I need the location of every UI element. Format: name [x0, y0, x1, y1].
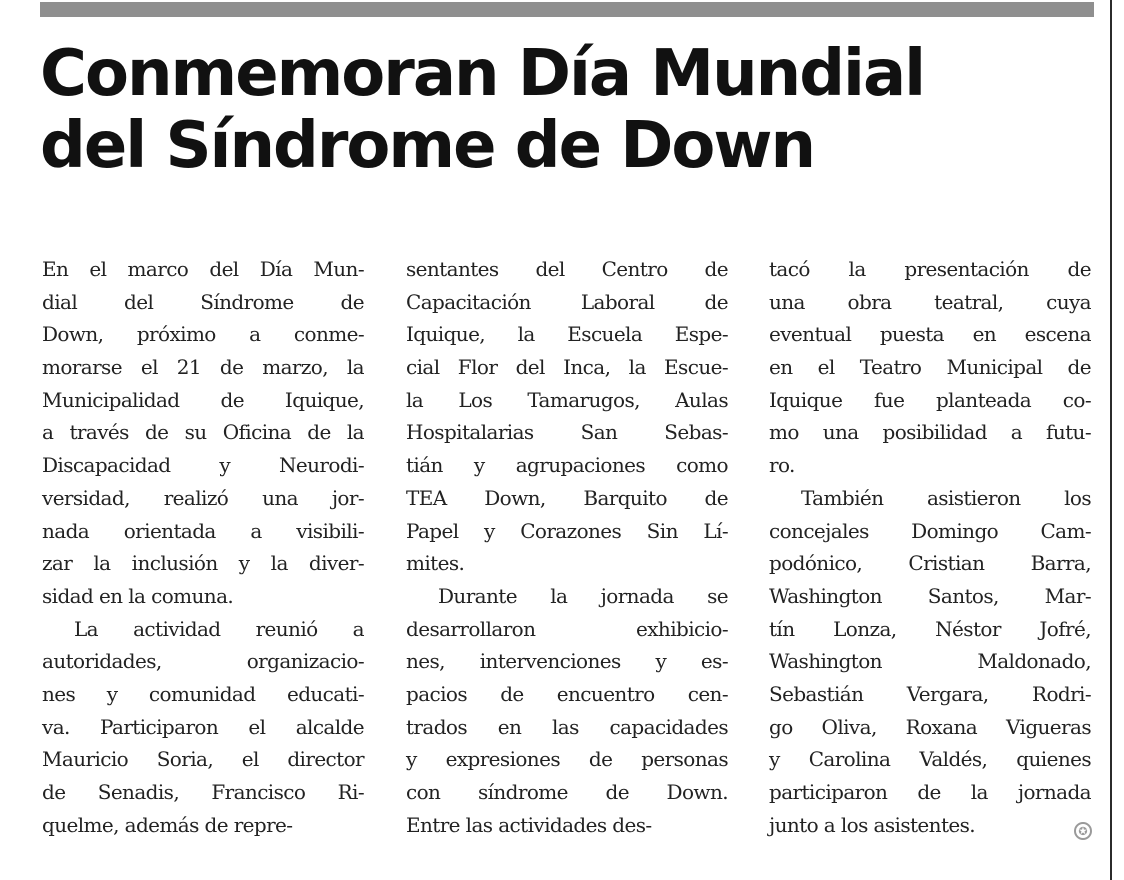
text-line: a través de su Oficina de la	[42, 420, 364, 445]
text-line: tián y agrupaciones como	[406, 453, 728, 478]
text-line: podónico, Cristian Barra,	[769, 551, 1091, 576]
text-line: Mauricio Soria, el director	[42, 747, 364, 772]
text-line: va. Participaron el alcalde	[42, 714, 364, 739]
text-line: tín Lonza, Néstor Jofré,	[769, 616, 1091, 641]
text-line: Washington Maldonado,	[769, 649, 1091, 674]
article-column-2	[406, 253, 728, 841]
text-line: nada orientada a visibili-	[42, 518, 364, 543]
text-line: go Oliva, Roxana Vigueras	[769, 714, 1091, 739]
text-line: en el Teatro Municipal de	[769, 355, 1091, 380]
text-line: sentantes del Centro de	[406, 257, 728, 281]
text-line: quelme, además de repre-	[42, 812, 293, 837]
paragraph	[42, 613, 364, 842]
text-line: Hospitalarias San Sebas-	[406, 420, 728, 445]
text-line: de Senadis, Francisco Ri-	[42, 780, 364, 804]
text-line: tacó la presentación de	[769, 257, 1091, 281]
text-line: Sebastián Vergara, Rodri-	[769, 681, 1091, 706]
text-line: Iquique, la Escuela Espe-	[406, 322, 728, 347]
text-line: También asistieron los	[801, 485, 1091, 510]
text-line: con síndrome de Down.	[406, 780, 728, 804]
text-line: nes, intervenciones y es-	[406, 649, 728, 674]
paragraph	[406, 580, 728, 842]
text-line: Iquique fue planteada co-	[769, 387, 1091, 412]
text-line: Washington Santos, Mar-	[769, 583, 1091, 608]
text-line: dial del Síndrome de	[42, 289, 364, 314]
text-line: desarrollaron exhibicio-	[406, 616, 728, 641]
text-line: una obra teatral, cuya	[769, 289, 1091, 314]
text-line: Municipalidad de Iquique,	[42, 387, 364, 412]
text-line: autoridades, organizacio-	[42, 649, 364, 674]
text-line: y Carolina Valdés, quienes	[769, 747, 1091, 772]
text-line: Discapacidad y Neurodi-	[42, 453, 364, 478]
text-line: junto a los asistentes.	[769, 812, 976, 837]
text-line: Papel y Corazones Sin Lí-	[406, 518, 728, 543]
text-line: sidad en la comuna.	[42, 583, 234, 608]
paragraph	[769, 253, 1091, 482]
text-line: Capacitación Laboral de	[406, 289, 728, 314]
paragraph	[42, 253, 364, 613]
text-line: Entre las actividades des-	[406, 812, 652, 837]
article-column-3	[769, 253, 1091, 841]
paragraph	[406, 253, 728, 580]
top-rule	[40, 2, 1094, 17]
column-divider	[1110, 0, 1112, 880]
paragraph	[769, 482, 1091, 842]
headline	[40, 38, 1100, 182]
text-line: mo una posibilidad a futu-	[769, 420, 1091, 445]
text-line: concejales Domingo Cam-	[769, 518, 1091, 543]
text-line: versidad, realizó una jor-	[42, 485, 364, 510]
text-line: La actividad reunió a	[74, 616, 364, 641]
text-line: morarse el 21 de marzo, la	[42, 355, 364, 380]
text-line: trados en las capacidades	[406, 714, 728, 739]
text-line: Durante la jornada se	[438, 583, 728, 608]
text-line: la Los Tamarugos, Aulas	[406, 387, 728, 412]
text-line: TEA Down, Barquito de	[406, 485, 728, 510]
text-line: mites.	[406, 551, 465, 576]
text-line: zar la inclusión y la diver-	[42, 551, 364, 576]
text-line: En el marco del Día Mun-	[42, 257, 364, 281]
headline-line-2: del Síndrome de Down	[40, 109, 815, 183]
headline-line-1: Conmemoran Día Mundial	[40, 37, 925, 111]
text-line: pacios de encuentro cen-	[406, 681, 728, 706]
end-of-article-icon: ✪	[1074, 822, 1092, 840]
text-line: ro.	[769, 453, 795, 478]
text-line: cial Flor del Inca, la Escue-	[406, 355, 728, 380]
text-line: eventual puesta en escena	[769, 322, 1091, 347]
text-line: participaron de la jornada	[769, 780, 1091, 804]
text-line: Down, próximo a conme-	[42, 322, 364, 347]
text-line: y expresiones de personas	[406, 747, 728, 772]
article-column-1	[42, 253, 364, 841]
text-line: nes y comunidad educati-	[42, 681, 364, 706]
